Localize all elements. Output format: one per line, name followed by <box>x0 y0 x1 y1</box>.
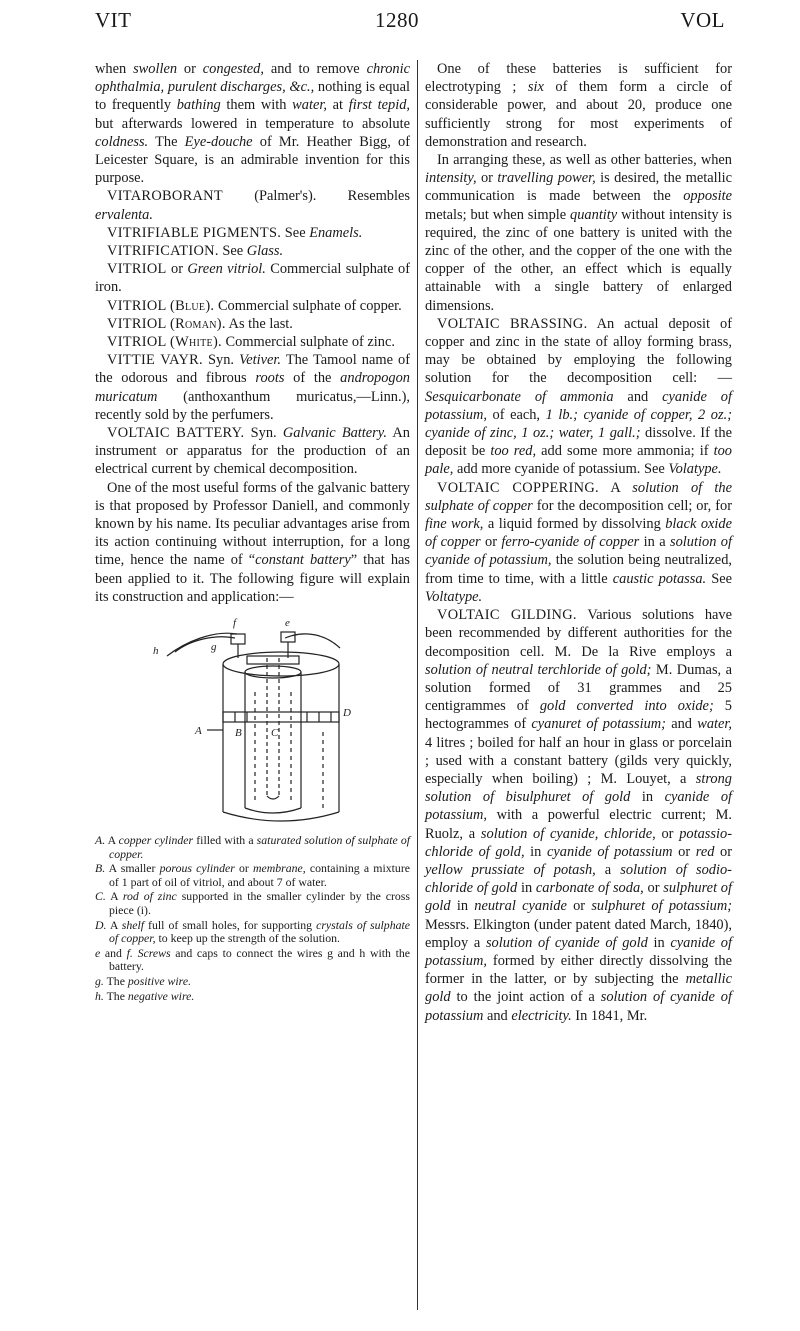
label-e: e <box>285 617 290 630</box>
label-c: C <box>271 727 279 740</box>
entry-vitrification: VITRIFICATION. See Glass. <box>107 243 284 260</box>
paragraph-arranging-batteries: In arranging these, as well as other batteries, when intensity, or travelling power, is desired, the metallic communication is made between the opposite metals; but when simple quantity without intensity is required, the zinc of one battery is united with the zinc of the other, and the copper of the one with the copper of the other, an effect which is equally attainable with a single battery of enlarged dimensions. <box>425 152 732 314</box>
caption-row-ef: e and f. Screws and caps to connect the wires g and h with the battery. <box>95 945 410 974</box>
paragraph-eye-bathing: when swollen or congested, and to remove chronic ophthalmia, purulent discharges, &c., nothing is equal to frequently bathing them with water, at first tepid, but afterwards lowered in temperature to absolute coldness. The Eye-douche of Mr. Heather Bigg, of Leicester Square, is an admirable invention for this purpose. <box>95 61 411 187</box>
entry-vitaroborant: VITAROBORANT (Palmer's). Resembles ervalenta. <box>95 188 410 223</box>
screw-f <box>231 634 245 644</box>
porous-cylinder-bottom <box>245 808 301 813</box>
caption-row-c: C. A rod of zinc supported in the smaller cylinder by the cross piece (i). <box>95 889 410 918</box>
wire-right <box>285 634 340 648</box>
entry-voltaic-battery: VOLTAIC BATTERY. Syn. Galvanic Battery. An instrument or apparatus for the production of an electrical current by chemical decomposition. <box>95 425 410 478</box>
caption-row-g: g. The positive wire. <box>95 974 192 989</box>
left-column <box>95 60 410 1004</box>
label-f: f <box>233 617 237 630</box>
paragraph-daniell-battery: One of the most useful forms of the galvanic battery is that proposed by Professor Daniell, and commonly known by his name. Its peculiar advantages arise from its action continuing without interruption, for a long time, hence the name of “constant battery” that has been applied to it. The following figure will explain its construction and application:— <box>95 479 410 605</box>
entry-vitriol-white: VITRIOL (White). Commercial sulphate of zinc. <box>107 334 395 351</box>
label-d: D <box>343 707 351 720</box>
entry-voltaic-coppering: VOLTAIC COPPERING. A solution of the sulphate of copper for the decomposition cell; or, for fine work, a liquid formed by dissolving black oxide of copper or ferro-cyanide of copper in a solution of cyanide of potassium, the solution being neutralized, from time to time, with a little caustic potassa. See Voltatype. <box>425 479 733 605</box>
caption-row-d: D. A shelf full of small holes, for supporting crystals of sulphate of copper, to keep up the strength of the solution. <box>95 917 411 946</box>
page-number: 1280 <box>375 8 419 32</box>
caption-row-h: h. The negative wire. <box>95 988 195 1003</box>
entry-voltaic-gilding: VOLTAIC GILDING. Various solutions have been recommended by different authorities for the decomposition cell. M. De la Rive employs a solution of neutral terchloride of gold; M. Dumas, a solution formed of 31 grammes and 25 centigrammes of gold converted into oxide; 5 hectogrammes of cyanuret of potassium; and water, 4 litres ; boiled for half an hour in glass or porcelain ; used with a constant battery (gilds very quickly, especially when boiling) ; M. Louyet, a strong solution of bisulphuret of gold in cyanide of potassium, with a powerful electric current; M. Ruolz, a solution of cyanide, chloride, or potassio-chloride of gold, in cyanide of potassium or red or yellow prussiate of potash, a solution of sodio-chloride of gold in carbonate of soda, or sulphuret of gold in neutral cyanide or sulphuret of potassium; Messrs. Elkington (under patent dated March, 1840), employ a solution of cyanide of gold in cyanide of potassium, formed by either directly dissolving the former in the latter, or by subjecting the metallic gold to the joint action of a solution of cyanide of potassium and electricity. In 1841, Mr. <box>425 607 733 1024</box>
entry-voltaic-brassing: VOLTAIC BRASSING. An actual deposit of copper and zinc in the state of alloy forming brass, may be obtained by employing the following solution for the decomposition cell: — Sesquicarbonate of ammonia and cyanide of potassium, of each, 1 lb.; cyanide of copper, 2 oz.; cyanide of zinc, 1 oz.; water, 1 gall.; dissolve. If the deposit be too red, add some more ammonia; if too pale, add more cyanide of potassium. See Volatype. <box>425 315 732 478</box>
entry-vittie-vayr: VITTIE VAYR. Syn. Vetiver. The Tamool name of the odorous and fibrous roots of the andropogon muricatum (anthoxanthum muricatus,—Linn.), recently sold by the perfumers. <box>95 352 411 423</box>
label-h: h <box>153 645 159 658</box>
running-head-right: VOL <box>680 8 725 32</box>
shelf-d <box>223 712 339 722</box>
entry-vitriol: VITRIOL or Green vitriol. Commercial sulphate of iron. <box>95 261 410 296</box>
caption-row-b: B. A smaller porous cylinder or membrane, containing a mixture of 1 part of oil of vitriol, and about 7 of water. <box>95 861 410 889</box>
entry-vitriol-roman: VITRIOL (Roman). As the last. <box>107 315 293 332</box>
label-g: g <box>211 641 217 654</box>
running-head-left: VIT <box>95 8 132 32</box>
outer-cylinder-bottom <box>223 812 339 821</box>
zinc-rod-bottom <box>267 796 279 799</box>
label-a: A <box>195 725 202 738</box>
paragraph-battery-use: One of these batteries is sufficient for electrotyping ; six of them form a circle of considerable power, and about 20, produce one sufficiently strong for most experiments of demonstration and research. <box>425 61 732 150</box>
battery-figure <box>95 612 410 830</box>
caption-row-a: A. A copper cylinder filled with a saturated solution of sulphate of copper. <box>95 833 411 861</box>
cross-piece <box>247 656 299 664</box>
entry-vitrifiable-pigments: VITRIFIABLE PIGMENTS. See Enamels. <box>107 224 363 241</box>
daniell-cell-illustration <box>95 612 410 830</box>
label-b: B <box>235 727 242 740</box>
right-column <box>425 60 732 1025</box>
column-divider <box>417 60 418 1310</box>
figure-caption <box>95 834 410 1003</box>
entry-vitriol-blue: VITRIOL (Blue). Commercial sulphate of copper. <box>107 297 402 314</box>
page-header <box>95 8 725 38</box>
